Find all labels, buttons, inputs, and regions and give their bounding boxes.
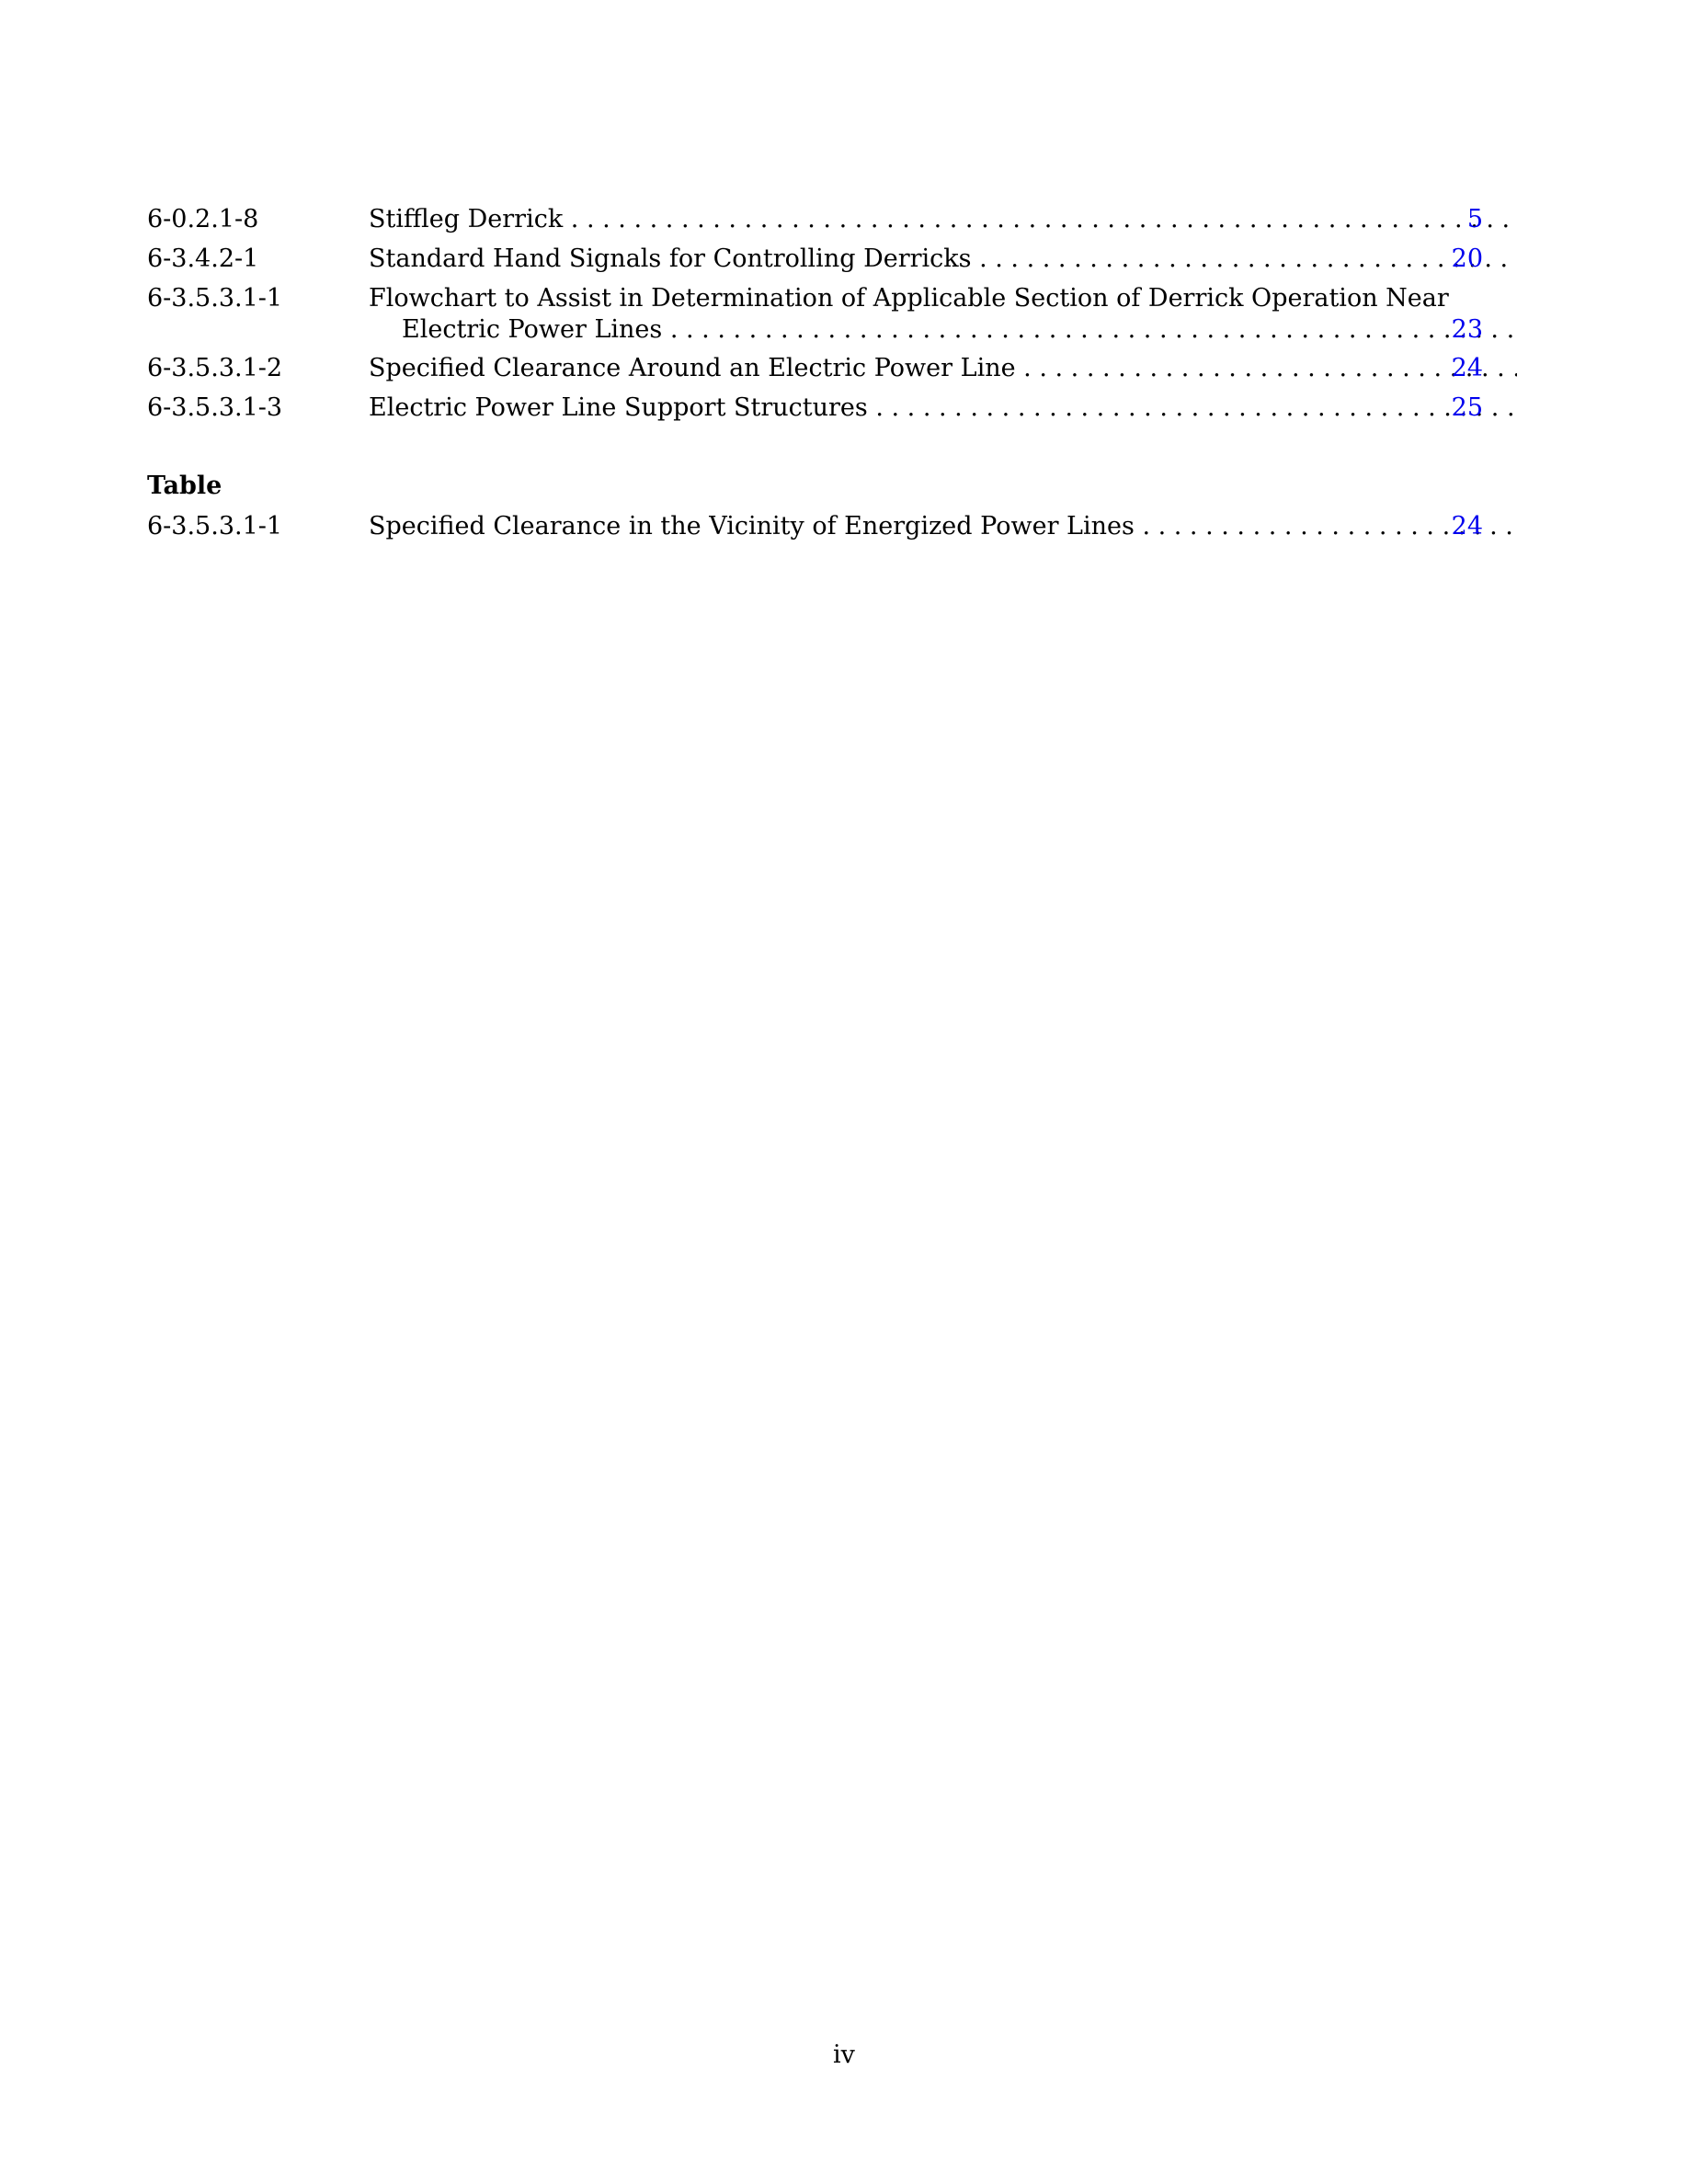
figure-number: 6-3.5.3.1-3 bbox=[147, 393, 283, 422]
figure-title-text: Electric Power Lines bbox=[402, 315, 663, 344]
section-heading-table: Table bbox=[147, 472, 222, 500]
figure-title-text: Specified Clearance Around an Electric Power Line bbox=[369, 354, 1016, 382]
figure-number: 6-3.4.2-1 bbox=[147, 245, 259, 273]
dot-leader bbox=[662, 315, 1522, 344]
figure-number: 6-3.5.3.1-2 bbox=[147, 354, 283, 382]
figure-title bbox=[369, 353, 1517, 384]
page-link[interactable]: 25 bbox=[1451, 393, 1483, 422]
page-folio: iv bbox=[833, 2041, 855, 2069]
figure-title bbox=[369, 283, 1522, 314]
dot-leader bbox=[563, 205, 1517, 233]
figure-number: 6-3.5.3.1-1 bbox=[147, 284, 283, 313]
figure-title-text: Stiffleg Derrick bbox=[369, 205, 564, 233]
figure-title bbox=[369, 204, 1517, 235]
figure-title-text: Flowchart to Assist in Determination of Applicable Section of Derrick Operation Near bbox=[369, 284, 1449, 313]
table-title bbox=[369, 511, 1517, 542]
page-link[interactable]: 23 bbox=[1451, 315, 1483, 344]
figure-title-continued bbox=[402, 314, 1522, 346]
page-link[interactable]: 5 bbox=[1466, 205, 1483, 233]
figure-title bbox=[369, 244, 1517, 275]
figure-number: 6-0.2.1-8 bbox=[147, 205, 259, 233]
figure-title-text: Electric Power Line Support Structures bbox=[369, 393, 868, 422]
table-title-text: Specified Clearance in the Vicinity of Energized Power Lines bbox=[369, 512, 1135, 540]
figure-title bbox=[369, 392, 1517, 424]
table-number: 6-3.5.3.1-1 bbox=[147, 512, 283, 540]
page-link[interactable]: 20 bbox=[1451, 245, 1483, 273]
page-link[interactable]: 24 bbox=[1451, 354, 1483, 382]
figure-title-text: Standard Hand Signals for Controlling Derricks bbox=[369, 245, 972, 273]
page-link[interactable]: 24 bbox=[1451, 512, 1483, 540]
